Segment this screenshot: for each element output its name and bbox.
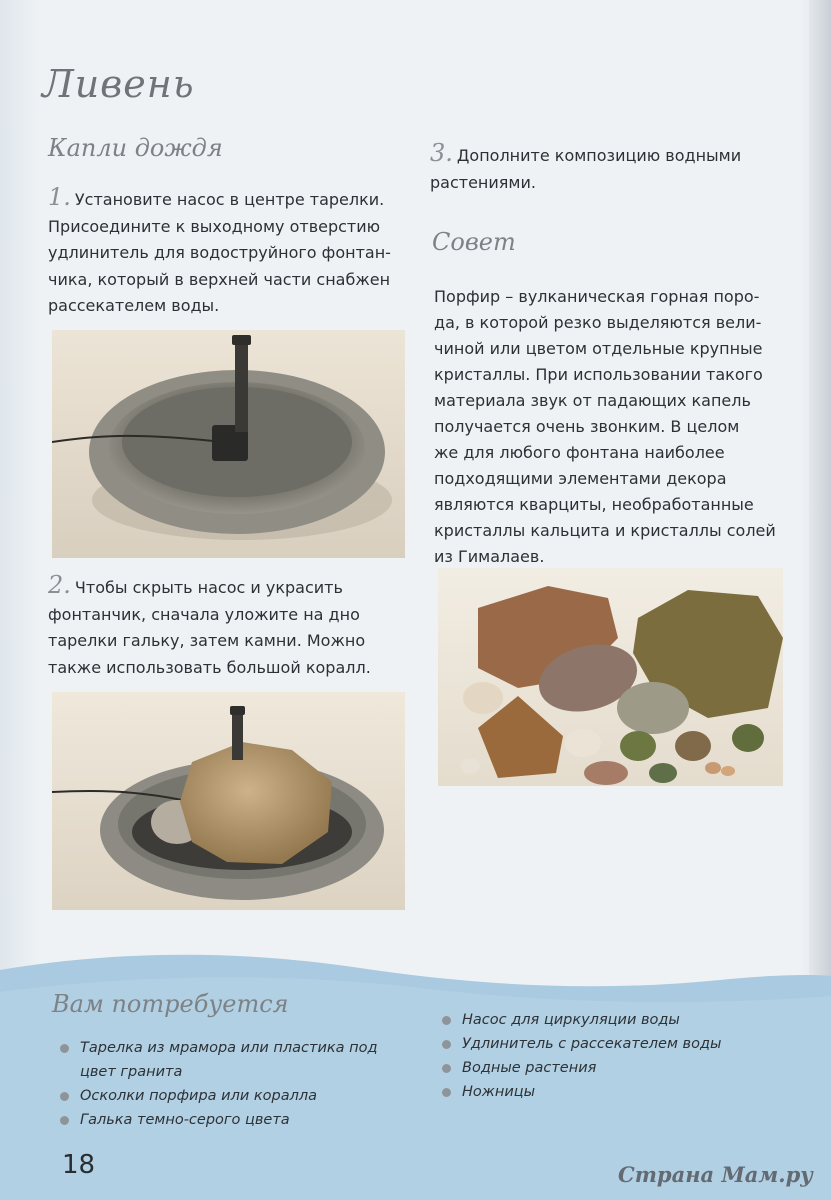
photo-assorted-stones xyxy=(438,568,783,786)
step-2-line: тарелки гальку, затем камни. Можно xyxy=(48,631,366,650)
tip-line: являются кварциты, необработанные xyxy=(434,495,754,514)
bullet-icon xyxy=(60,1116,69,1125)
needs-item xyxy=(440,1032,780,1056)
needs-list-left xyxy=(58,1036,398,1132)
bullet-icon xyxy=(442,1040,451,1049)
tip-line: же для любого фонтана наиболее xyxy=(434,443,725,462)
tip-line: материала звук от падающих капель xyxy=(434,391,751,410)
step-2-line: также использовать большой коралл. xyxy=(48,657,371,677)
tip-line: получается очень звонким. В целом xyxy=(434,417,740,436)
tip-line: кристаллы кальцита и кристаллы солей xyxy=(434,521,776,540)
section-subtitle-raindrops: Капли дождя xyxy=(48,134,223,162)
tip-line: Порфир – вулканическая горная поро- xyxy=(434,287,760,306)
needs-item xyxy=(58,1084,398,1108)
site-watermark: Страна Мам.ру xyxy=(618,1162,813,1187)
needs-item-continuation xyxy=(58,1060,398,1084)
needs-item xyxy=(440,1008,780,1032)
needs-item-text: Насос для циркуляции воды xyxy=(462,1012,680,1028)
step-1 xyxy=(48,184,408,320)
page-title: Ливень xyxy=(42,62,195,106)
step-2-line: Чтобы скрыть насос и украсить xyxy=(74,578,343,597)
bullet-icon xyxy=(442,1064,451,1073)
step-1-line: чика, который в верхней части снабжен xyxy=(48,269,391,289)
needs-item-text: Водные растения xyxy=(462,1060,597,1076)
step-1-number: 1. xyxy=(48,183,71,211)
bullet-icon xyxy=(60,1092,69,1101)
tip-line: кристаллы. При использовании такого xyxy=(434,365,763,384)
step-2 xyxy=(48,572,408,681)
step-3-number: 3. xyxy=(430,139,453,167)
needs-list-right xyxy=(440,1008,780,1104)
tip-heading: Совет xyxy=(432,228,516,256)
step-3-line: Дополните композицию водными xyxy=(456,146,742,165)
needs-item xyxy=(440,1056,780,1080)
plate-stones-illustration xyxy=(52,692,405,910)
step-2-line: фонтанчик, сначала уложите на дно xyxy=(48,604,360,624)
step-3 xyxy=(430,140,790,196)
step-2-number: 2. xyxy=(48,571,71,599)
bullet-icon xyxy=(442,1088,451,1097)
step-1-line: Присоедините к выходному отверстию xyxy=(48,216,381,236)
page-number: 18 xyxy=(62,1150,96,1180)
photo-plate-with-pump xyxy=(52,330,405,558)
step-1-line: рассекателем воды. xyxy=(48,296,220,315)
tip-line: подходящими элементами декора xyxy=(434,469,727,488)
plate-pump-illustration xyxy=(52,330,405,558)
photo-plate-with-stones xyxy=(52,692,405,910)
needs-item-text: Осколки порфира или коралла xyxy=(80,1088,318,1104)
needs-item xyxy=(58,1108,398,1132)
tip-line: чиной или цветом отдельные крупные xyxy=(434,339,763,358)
needs-heading: Вам потребуется xyxy=(52,990,289,1018)
needs-item-text: Удлинитель с рассекателем воды xyxy=(462,1036,722,1052)
needs-item-text: Ножницы xyxy=(462,1084,536,1100)
needs-item xyxy=(440,1080,780,1104)
needs-item-text: Галька темно-серого цвета xyxy=(80,1112,290,1128)
needs-item-text: Тарелка из мрамора или пластика под xyxy=(80,1040,378,1056)
step-1-line: удлинитель для водоструйного фонтан- xyxy=(48,243,391,262)
step-3-line: растениями. xyxy=(430,172,536,192)
needs-item xyxy=(58,1036,398,1060)
tip-line: из Гималаев. xyxy=(434,547,545,566)
tip-line: да, в которой резко выделяются вели- xyxy=(434,313,762,332)
step-1-line: Установите насос в центре тарелки. xyxy=(74,190,385,209)
needs-item-text: цвет гранита xyxy=(80,1064,183,1080)
tip-paragraph xyxy=(434,284,794,570)
bullet-icon xyxy=(60,1044,69,1053)
stones-illustration xyxy=(438,568,783,786)
bullet-icon xyxy=(442,1016,451,1025)
